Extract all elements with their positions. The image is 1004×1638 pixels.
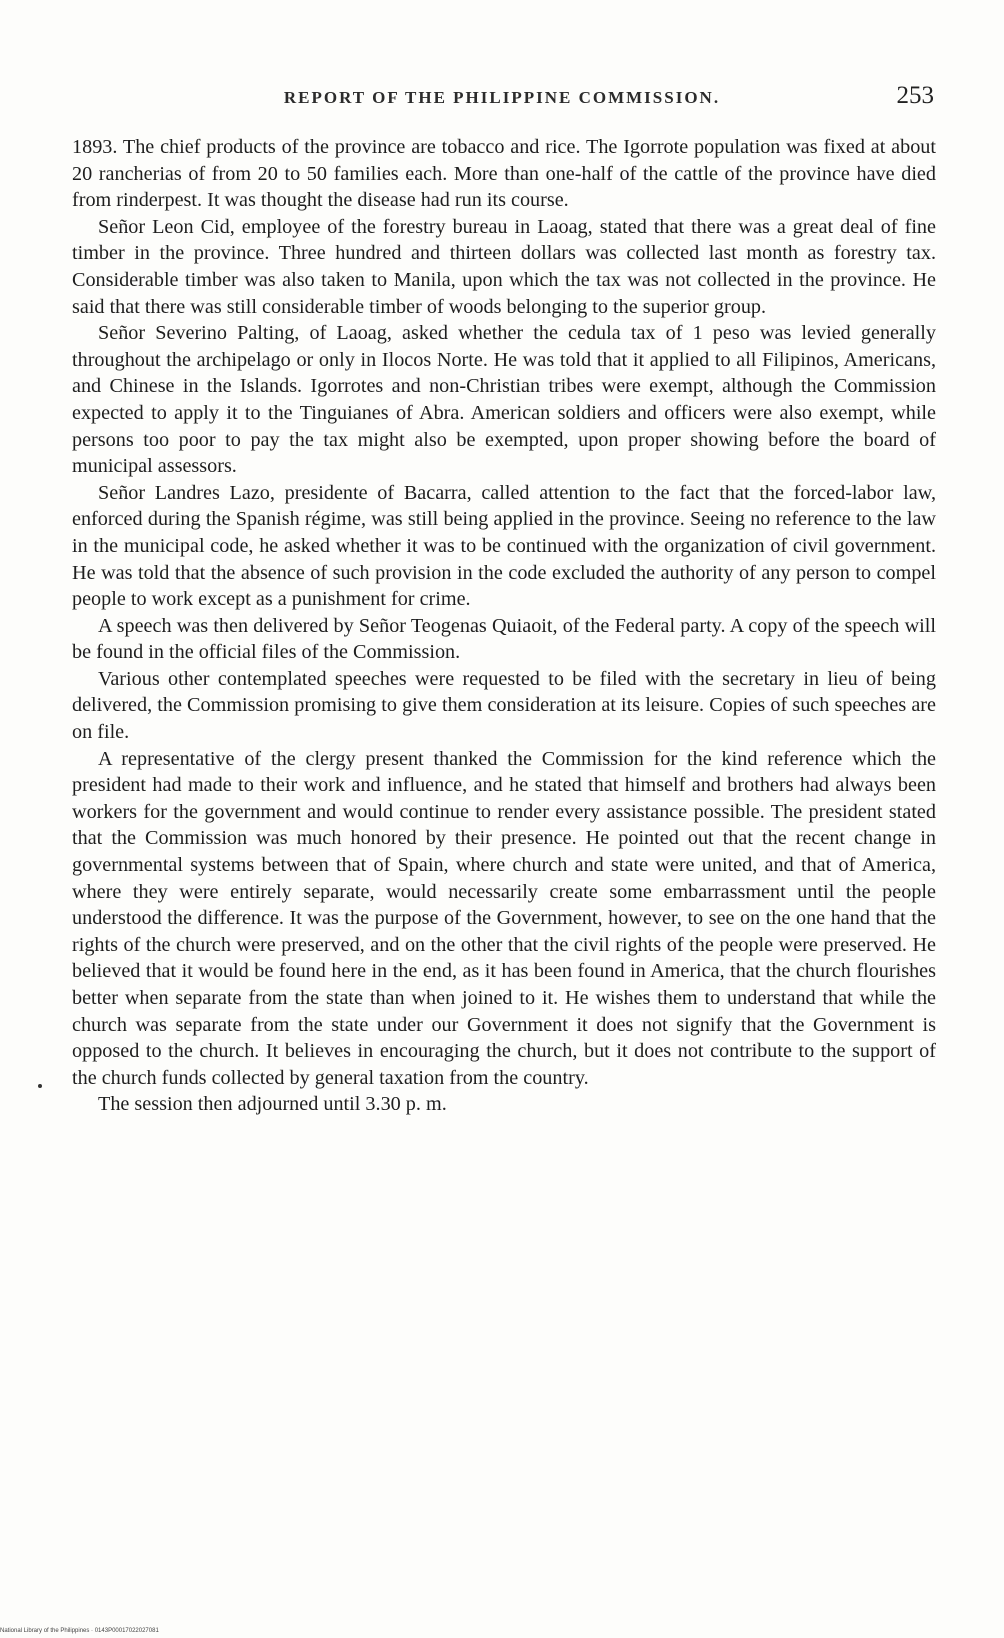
paragraph-5: A speech was then delivered by Señor Teogenas Quiaoit, of the Federal party. A copy of the speech will be found in the official files of the Commission. xyxy=(72,614,936,664)
paragraph-2: Señor Leon Cid, employee of the forestry bureau in Laoag, stated that there was a great deal of fine timber in the province. Three hundred and thirteen dollars was collected last month as forestry tax. Considerable timber was also taken to Manila, upon which the tax was not collected in the province. He said that there was still considerable timber of woods belonging to the superior group. xyxy=(72,215,936,318)
paragraph-1: 1893. The chief products of the province are tobacco and rice. The Igorrote population was fixed at about 20 rancherias of from 20 to 50 families each. More than one-half of the cattle of the province have died from rinderpest. It was thought the disease had run its course. xyxy=(72,136,936,212)
running-head: REPORT OF THE PHILIPPINE COMMISSION. xyxy=(283,88,721,107)
paragraph-7: A representative of the clergy present thanked the Commission for the kind reference which the president had made to their work and influence, and he stated that himself and brothers had always been workers for the government and would continue to render every assistance possible. The president stated that the Commission was much honored by their presence. He pointed out that the recent change in governmental systems between that of Spain, where church and state were united, and that of America, where they were entirely separate, would necessarily create some embarrassment until the people understood the difference. It was the purpose of the Government, however, to see on the one hand that the rights of the church were preserved, and on the other that the civil rights of the people were preserved. He believed that it would be found here in the end, as it has been found in America, that the church flourishes better when separate from the state than when joined to it. He wishes them to understand that while the church was separate from the state under our Government it does not signify that the Government is opposed to the church. It believes in encouraging the church, but it does not contribute to the support of the church funds collected by general taxation from the country. xyxy=(72,747,936,1089)
scan-imprint: National Library of the Philippines · 0143P00017022027081 xyxy=(0,1628,159,1634)
stray-ink-dot xyxy=(38,1084,42,1088)
paragraph-3: Señor Severino Palting, of Laoag, asked whether the cedula tax of 1 peso was levied generally throughout the archipelago or only in Ilocos Norte. He was told that it applied to all Filipinos, Americans, and Chinese in the Islands. Igorrotes and non-Christian tribes were exempt, although the Commission expected to apply it to the Tinguianes of Abra. American soldiers and officers were also exempt, while persons too poor to pay the tax might also be exempted, upon proper showing before the board of municipal assessors. xyxy=(72,322,936,478)
body-text xyxy=(72,134,936,1118)
paragraph-4: Señor Landres Lazo, presidente of Bacarra, called attention to the fact that the forced-labor law, enforced during the Spanish régime, was still being applied in the province. Seeing no reference to the law in the municipal code, he asked whether it was to be continued with the organization of civil government. He was told that the absence of such provision in the code excluded the authority of any person to compel people to work except as a punishment for crime. xyxy=(72,481,936,611)
page-header xyxy=(70,82,934,114)
paragraph-6: Various other contemplated speeches were requested to be filed with the secretary in lieu of being delivered, the Commission promising to give them consideration at its leisure. Copies of such speeches are on file. xyxy=(72,667,936,744)
page-number: 253 xyxy=(896,82,934,109)
paragraph-8: The session then adjourned until 3.30 p. m. xyxy=(98,1093,447,1116)
